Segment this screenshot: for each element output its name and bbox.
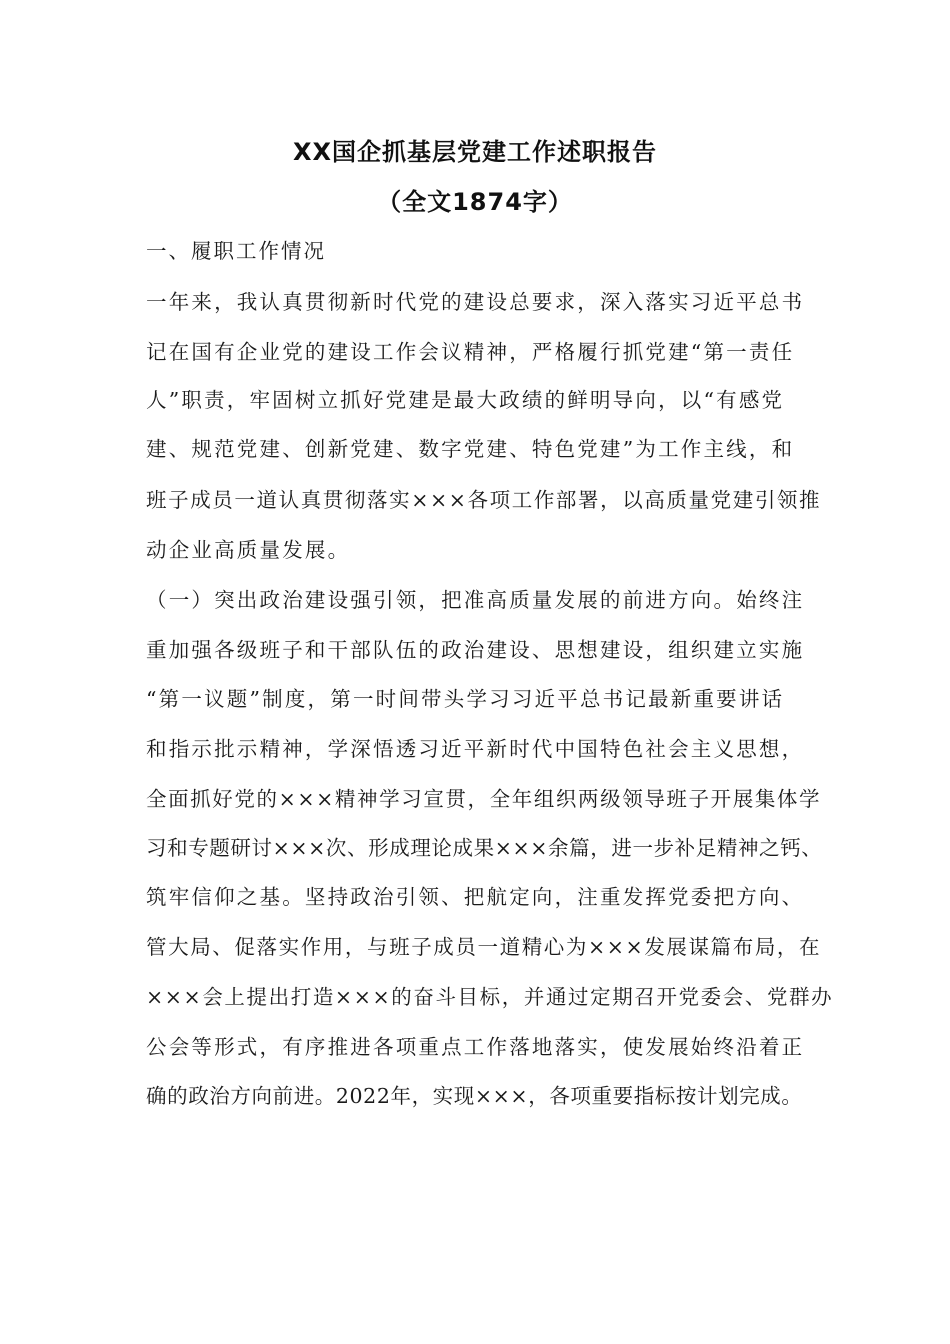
paragraph-line: 记在国有企业党的建设工作会议精神，严格履行抓党建“第一责任 — [146, 340, 795, 364]
paragraph-line: 一年来，我认真贯彻新时代党的建设总要求，深入落实习近平总书 — [146, 290, 805, 314]
paragraph-line: 和指示批示精神，学深悟透习近平新时代中国特色社会主义思想， — [146, 737, 805, 761]
paragraph-line: 动企业高质量发展。 — [146, 538, 351, 562]
paragraph-line: 习和专题研讨×××次、形成理论成果×××余篇，进一步补足精神之钙、 — [146, 836, 823, 860]
paragraph-line: 班子成员一道认真贯彻落实×××各项工作部署，以高质量党建引领推 — [146, 488, 822, 512]
paragraph-line: （一）突出政治建设强引领，把准高质量发展的前进方向。始终注 — [146, 588, 805, 612]
paragraph-line: 管大局、促落实作用，与班子成员一道精心为×××发展谋篇布局，在 — [146, 935, 822, 959]
paragraph-line: 人”职责，牢固树立抓好党建是最大政绩的鲜明导向，以“有感党 — [146, 388, 785, 412]
paragraph-line: 重加强各级班子和干部队伍的政治建设、思想建设，组织建立实施 — [146, 638, 805, 662]
document-subtitle: （全文1874字） — [377, 188, 573, 216]
section-heading: 一、履职工作情况 — [146, 239, 326, 263]
paragraph-line: 建、规范党建、创新党建、数字党建、特色党建”为工作主线，和 — [146, 437, 795, 461]
paragraph-line: 确的政治方向前进。2022年，实现×××，各项重要指标按计划完成。 — [146, 1084, 803, 1108]
paragraph-line: “第一议题”制度，第一时间带头学习习近平总书记最新重要讲话 — [146, 687, 785, 711]
paragraph-line: 公会等形式，有序推进各项重点工作落地落实，使发展始终沿着正 — [146, 1035, 805, 1059]
paragraph-line: 全面抓好党的×××精神学习宣贯，全年组织两级领导班子开展集体学 — [146, 787, 822, 811]
document-title: XX国企抓基层党建工作述职报告 — [292, 138, 657, 166]
paragraph-line: ×××会上提出打造×××的奋斗目标，并通过定期召开党委会、党群办 — [146, 985, 834, 1009]
paragraph-line: 筑牢信仰之基。坚持政治引领、把航定向，注重发挥党委把方向、 — [146, 885, 805, 909]
